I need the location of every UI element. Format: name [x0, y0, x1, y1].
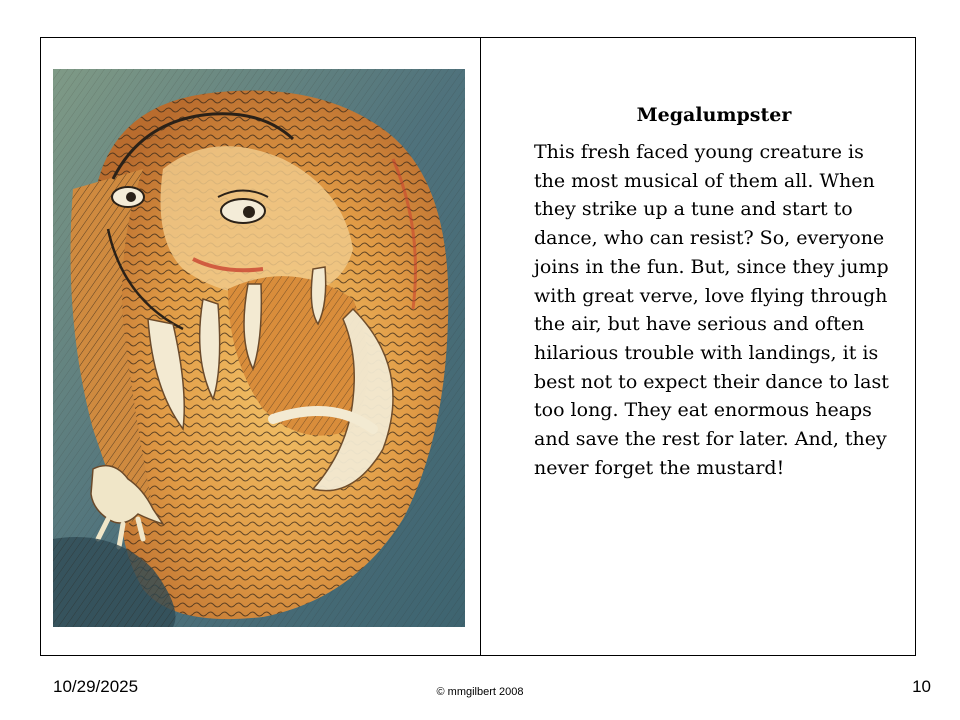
creature-title: Megalumpster [636, 104, 792, 126]
creature-illustration [53, 69, 465, 627]
page-number: 10 [912, 677, 931, 696]
creature-description: This fresh faced young creature is the most musical of them all. When they strike up a tune and start to dance, who can resist? So, everyone joins in the fun. But, since they jump with great verve, love flying through the air, but have serious and often hilarious trouble with landings, it is best not to expect their dance to last too long. They eat enormous heaps and save the rest for later. And, they never forget the mustard! [534, 141, 889, 479]
footer-date: 10/29/2025 [53, 677, 139, 696]
column-divider [480, 37, 481, 656]
description-panel [534, 100, 894, 482]
footer-copyright: © mmgilbert 2008 [436, 686, 524, 698]
